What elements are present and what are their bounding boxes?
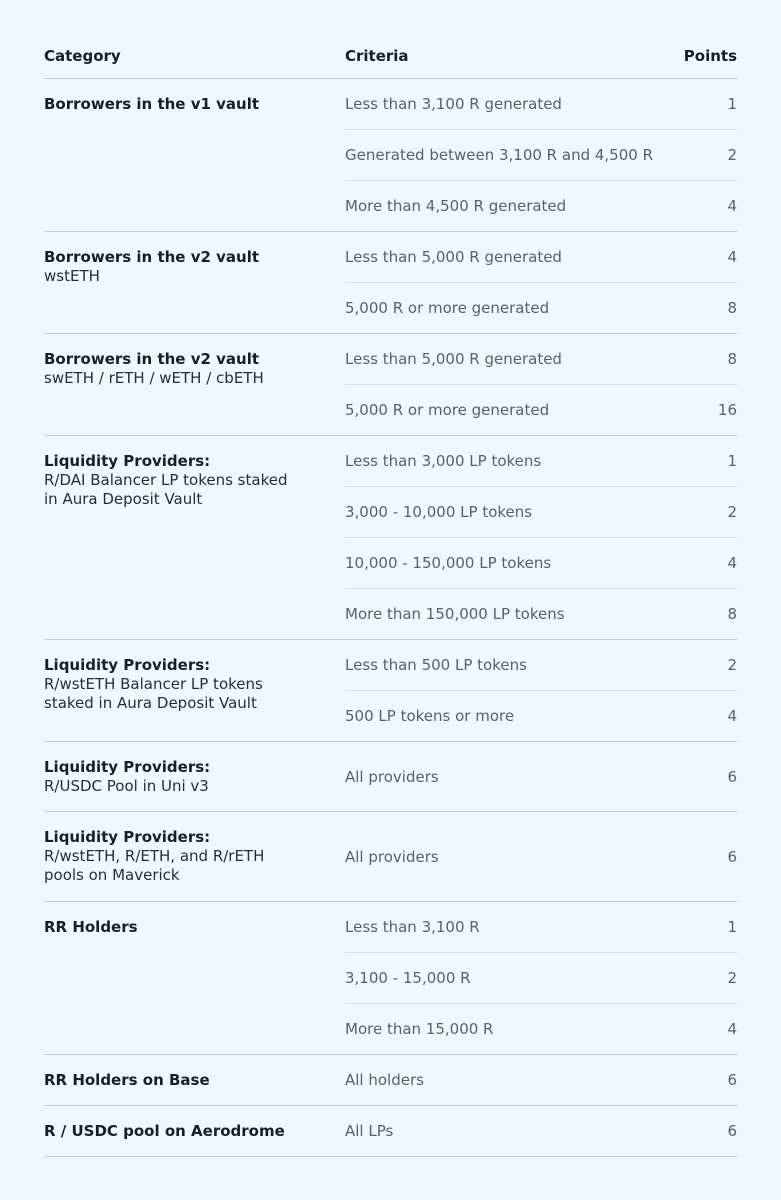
criteria-cell: Less than 3,100 R generated <box>345 95 562 113</box>
points-cell: 6 <box>727 767 737 786</box>
table-group <box>44 334 737 436</box>
points-cell: 4 <box>727 554 737 572</box>
table-group <box>44 1106 737 1157</box>
criteria-cell: All providers <box>345 767 439 786</box>
points-cell: 2 <box>727 503 737 521</box>
points-cell: 8 <box>727 605 737 623</box>
points-cell: 1 <box>727 452 737 470</box>
category-cell <box>44 742 345 811</box>
table-header <box>44 34 737 79</box>
category-title: RR Holders <box>44 918 138 936</box>
points-cell: 16 <box>717 401 737 419</box>
criteria-cell: All LPs <box>345 1122 394 1140</box>
criteria-cell: 3,100 - 15,000 R <box>345 969 471 987</box>
points-cell: 1 <box>727 95 737 113</box>
category-cell <box>44 1055 345 1105</box>
table-group <box>44 812 737 902</box>
table-row <box>345 589 737 639</box>
category-subtitle: swETH / rETH / wETH / cbETH <box>44 369 264 387</box>
criteria-cell: Less than 3,000 LP tokens <box>345 452 542 470</box>
header-points: Points <box>683 47 737 65</box>
criteria-cell: 3,000 - 10,000 LP tokens <box>345 503 533 521</box>
criteria-cell: 500 LP tokens or more <box>345 707 515 725</box>
category-cell <box>44 232 345 333</box>
category-cell <box>44 79 345 231</box>
table-row <box>345 902 737 953</box>
category-title: Liquidity Providers: <box>44 757 211 776</box>
category-cell <box>44 334 345 435</box>
criteria-cell: 5,000 R or more generated <box>345 401 550 419</box>
points-cell: 2 <box>727 146 737 164</box>
points-cell: 1 <box>727 918 737 936</box>
category-title: Borrowers in the v2 vault <box>44 248 260 266</box>
table-row <box>345 812 737 901</box>
category-title: Liquidity Providers: <box>44 656 211 674</box>
table-row <box>345 232 737 283</box>
table-group <box>44 742 737 812</box>
points-cell: 2 <box>727 656 737 674</box>
table-group <box>44 232 737 334</box>
category-title: Borrowers in the v1 vault <box>44 95 260 113</box>
category-title: RR Holders on Base <box>44 1070 210 1089</box>
points-cell: 8 <box>727 350 737 368</box>
category-subtitle: wstETH <box>44 267 100 285</box>
table-group <box>44 902 737 1055</box>
points-cell: 4 <box>727 1020 737 1038</box>
category-title: Liquidity Providers: <box>44 452 211 470</box>
criteria-cell: Less than 5,000 R generated <box>345 248 562 266</box>
category-cell <box>44 812 345 901</box>
header-category: Category <box>44 47 121 65</box>
category-cell <box>44 902 345 1054</box>
criteria-cell: More than 150,000 LP tokens <box>345 605 565 623</box>
points-cell: 6 <box>727 1122 737 1140</box>
table-row <box>345 130 737 181</box>
criteria-cell: More than 15,000 R <box>345 1020 494 1038</box>
criteria-cell: Less than 3,100 R <box>345 918 480 936</box>
criteria-cell: 5,000 R or more generated <box>345 299 550 317</box>
criteria-cell: Less than 500 LP tokens <box>345 656 527 674</box>
category-subtitle: R/wstETH Balancer LP tokens staked in Aura Deposit Vault <box>44 675 263 712</box>
category-cell <box>44 640 345 741</box>
table-row <box>345 487 737 538</box>
table-row <box>345 436 737 487</box>
header-criteria: Criteria <box>345 47 409 65</box>
points-cell: 4 <box>727 248 737 266</box>
category-subtitle: R/DAI Balancer LP tokens staked in Aura Deposit Vault <box>44 471 288 508</box>
table-row <box>345 953 737 1004</box>
criteria-cell: All providers <box>345 847 439 866</box>
points-cell: 6 <box>727 1071 737 1089</box>
category-subtitle: R/USDC Pool in Uni v3 <box>44 776 209 795</box>
table-row <box>345 742 737 811</box>
points-table <box>44 34 737 1157</box>
points-cell: 6 <box>727 847 737 866</box>
criteria-cell: Generated between 3,100 R and 4,500 R <box>345 146 653 164</box>
table-group <box>44 79 737 232</box>
category-subtitle: R/wstETH, R/ETH, and R/rETH pools on Maverick <box>44 847 265 884</box>
points-cell: 2 <box>727 969 737 987</box>
table-row <box>345 334 737 385</box>
category-title: R / USDC pool on Aerodrome <box>44 1121 285 1140</box>
criteria-cell: More than 4,500 R generated <box>345 197 567 215</box>
category-title: Borrowers in the v2 vault <box>44 350 260 368</box>
table-row <box>345 1004 737 1054</box>
points-cell: 8 <box>727 299 737 317</box>
table-row <box>345 1055 737 1105</box>
category-cell <box>44 436 345 639</box>
table-row <box>345 1106 737 1156</box>
points-cell: 4 <box>727 707 737 725</box>
category-title: Liquidity Providers: <box>44 828 211 846</box>
table-group <box>44 1055 737 1106</box>
criteria-cell: All holders <box>345 1071 424 1089</box>
table-row <box>345 283 737 333</box>
criteria-cell: Less than 5,000 R generated <box>345 350 562 368</box>
table-row <box>345 385 737 435</box>
category-cell <box>44 1106 345 1156</box>
table-row <box>345 691 737 741</box>
criteria-cell: 10,000 - 150,000 LP tokens <box>345 554 552 572</box>
table-row <box>345 181 737 231</box>
points-cell: 4 <box>727 197 737 215</box>
table-group <box>44 436 737 640</box>
table-row <box>345 538 737 589</box>
table-group <box>44 640 737 742</box>
table-row <box>345 640 737 691</box>
table-row <box>345 79 737 130</box>
